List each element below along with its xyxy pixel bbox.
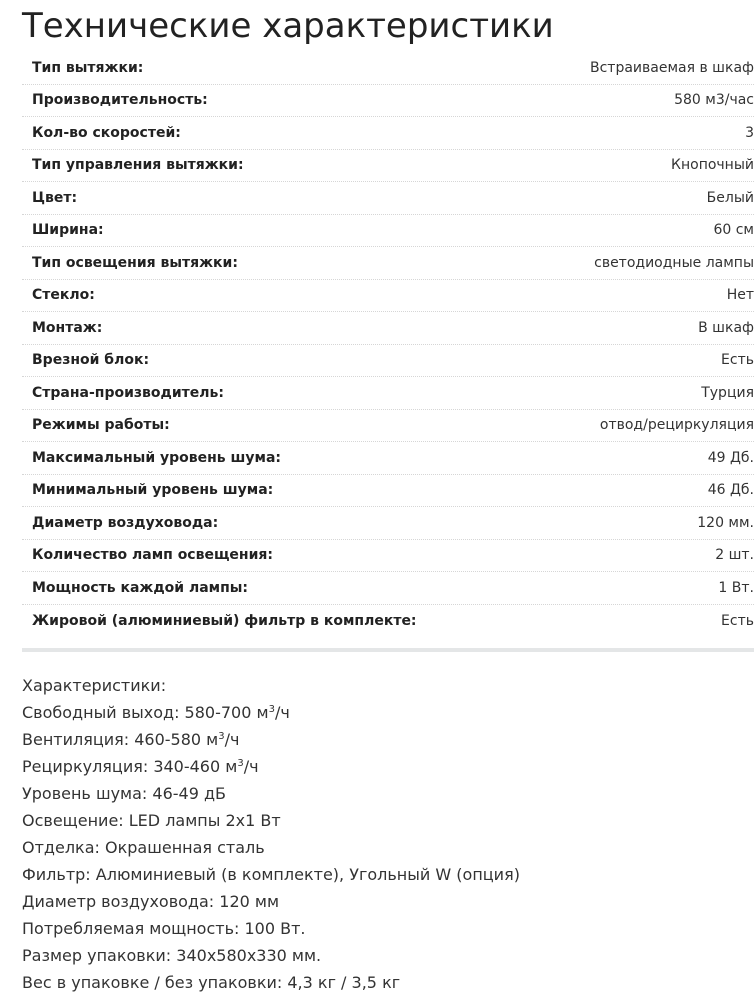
- spec-label: Максимальный уровень шума:: [32, 449, 282, 466]
- spec-label: Монтаж:: [32, 319, 103, 336]
- specs-table: [22, 52, 754, 637]
- description-line: Потребляемая мощность: 100 Вт.: [22, 919, 306, 938]
- spec-value: Есть: [721, 352, 754, 369]
- spec-label: Количество ламп освещения:: [32, 547, 274, 564]
- spec-value: 60 см: [713, 222, 754, 239]
- spec-label: Стекло:: [32, 287, 95, 304]
- description-heading: Характеристики:: [22, 676, 167, 695]
- spec-label: Тип управления вытяжки:: [32, 157, 244, 174]
- spec-row: [22, 605, 754, 638]
- spec-label: Тип освещения вытяжки:: [32, 254, 238, 271]
- description-line: Размер упаковки: 340х580х330 мм.: [22, 946, 322, 965]
- spec-label: Страна-производитель:: [32, 384, 224, 401]
- spec-row: [22, 85, 754, 118]
- page-title: Технические характеристики: [22, 6, 554, 46]
- spec-value: 1 Вт.: [718, 579, 754, 596]
- spec-value: Есть: [721, 612, 754, 629]
- spec-value: 46 Дб.: [707, 482, 754, 499]
- spec-row: [22, 540, 754, 573]
- spec-label: Кол-во скоростей:: [32, 124, 181, 141]
- spec-row: [22, 475, 754, 508]
- description-line: Диаметр воздуховода: 120 мм: [22, 892, 280, 911]
- spec-row: [22, 312, 754, 345]
- spec-label: Мощность каждой лампы:: [32, 579, 249, 596]
- description-block: [22, 672, 742, 996]
- description-line: Освещение: LED лампы 2х1 Вт: [22, 811, 281, 830]
- spec-value: Кнопочный: [671, 157, 754, 174]
- spec-row: [22, 52, 754, 85]
- spec-label: Режимы работы:: [32, 417, 170, 434]
- spec-row: [22, 117, 754, 150]
- spec-label: Диаметр воздуховода:: [32, 514, 219, 531]
- spec-row: [22, 247, 754, 280]
- spec-row: [22, 215, 754, 248]
- spec-label: Тип вытяжки:: [32, 59, 144, 76]
- spec-value: 120 мм.: [697, 514, 754, 531]
- spec-row: [22, 507, 754, 540]
- description-line: Рециркуляция: 340-460 $м^3/ч$: [22, 757, 259, 776]
- spec-label: Жировой (алюминиевый) фильтр в комплекте:: [32, 612, 417, 629]
- spec-value: 580 м3/час: [674, 92, 754, 109]
- spec-row: [22, 182, 754, 215]
- spec-label: Цвет:: [32, 189, 78, 206]
- spec-row: [22, 377, 754, 410]
- spec-row: [22, 345, 754, 378]
- spec-row: [22, 410, 754, 443]
- spec-label: Врезной блок:: [32, 352, 150, 369]
- spec-value: Нет: [726, 287, 754, 304]
- spec-value: Белый: [706, 189, 754, 206]
- spec-label: Производительность:: [32, 92, 208, 109]
- spec-row: [22, 442, 754, 475]
- spec-label: Ширина:: [32, 222, 104, 239]
- spec-value: 49 Дб.: [707, 449, 754, 466]
- spec-row: [22, 572, 754, 605]
- spec-value: 2 шт.: [715, 547, 754, 564]
- spec-value: отвод/рециркуляция: [599, 417, 754, 434]
- description-line: Уровень шума: 46-49 дБ: [22, 784, 227, 803]
- description-line: Вес в упаковке / без упаковки: 4,3 кг / 3,5 кг: [22, 973, 401, 992]
- spec-value: светодиодные лампы: [594, 254, 754, 271]
- section-divider: [22, 648, 754, 652]
- description-line: Свободный выход: 580-700 $м^3/ч$: [22, 703, 290, 722]
- description-line: Фильтр: Алюминиевый (в комплекте), Угольный W (опция): [22, 865, 520, 884]
- spec-row: [22, 280, 754, 313]
- spec-value: В шкаф: [698, 319, 754, 336]
- spec-label: Минимальный уровень шума:: [32, 482, 274, 499]
- description-line: Вентиляция: 460-580 $м^3/ч$: [22, 730, 240, 749]
- spec-value: Турция: [701, 384, 754, 401]
- spec-row: [22, 150, 754, 183]
- description-line: Отделка: Окрашенная сталь: [22, 838, 265, 857]
- spec-value: Встраиваемая в шкаф: [590, 59, 754, 76]
- spec-value: 3: [745, 124, 754, 141]
